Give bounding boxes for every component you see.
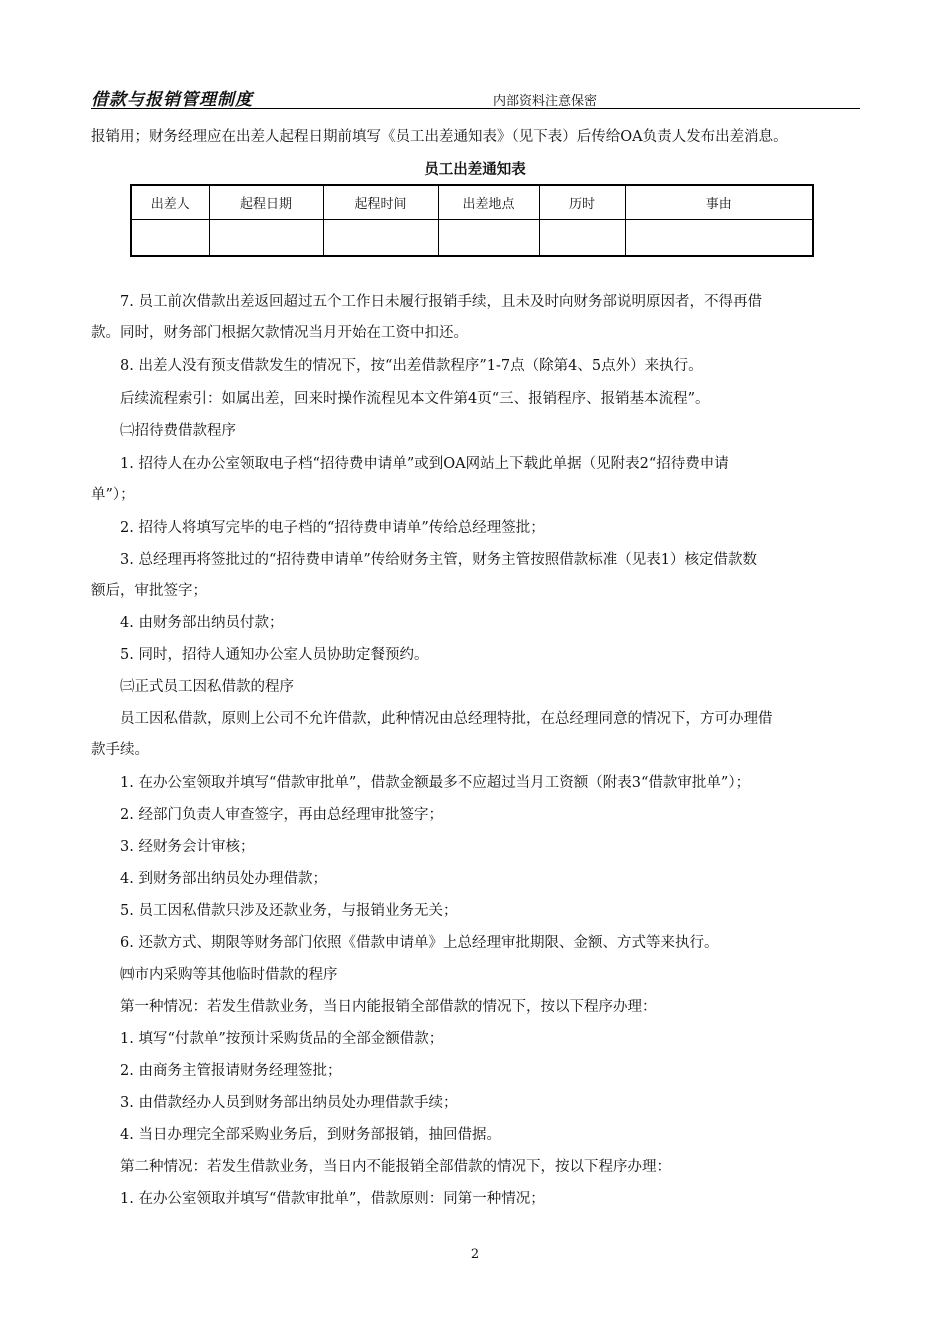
table-header-cell: 起程日期 [209, 185, 323, 220]
paragraph-line: 3. 总经理再将签批过的“招待费申请单”传给财务主管，财务主管按照借款标准（见表1）核定借款数 [120, 552, 757, 568]
table-cell [539, 220, 625, 257]
paragraph-line: 3. 经财务会计审核； [120, 839, 255, 855]
paragraph-line: 员工因私借款，原则上公司不允许借款，此种情况由总经理特批，在总经理同意的情况下，方可办理借 [120, 711, 773, 727]
table-header-cell: 出差人 [131, 185, 209, 220]
paragraph-line: 第一种情况：若发生借款业务，当日内能报销全部借款的情况下，按以下程序办理： [120, 999, 657, 1015]
paragraph-line: 8. 出差人没有预支借款发生的情况下，按“出差借款程序”1-7点（除第4、5点外）来执行。 [120, 358, 703, 374]
page-header [91, 84, 860, 108]
paragraph-line: 2. 经部门负责人审查签字，再由总经理审批签字； [120, 807, 443, 823]
table-title: 员工出差通知表 [424, 162, 526, 178]
table-empty-row [131, 220, 813, 257]
paragraph-line: 7. 员工前次借款出差返回超过五个工作日未履行报销手续，且未及时向财务部说明原因者，不得再借 [120, 294, 762, 310]
paragraph-line: 1. 在办公室领取并填写“借款审批单”，借款原则：同第一种情况； [120, 1191, 545, 1207]
table-cell [209, 220, 323, 257]
paragraph-line: 单”）； [91, 487, 135, 503]
paragraph-line: 第二种情况：若发生借款业务，当日内不能报销全部借款的情况下，按以下程序办理： [120, 1159, 671, 1175]
paragraph-line: 1. 填写“付款单”按预计采购货品的全部金额借款； [120, 1031, 444, 1047]
intro-line: 报销用；财务经理应在出差人起程日期前填写《员工出差通知表》（见下表）后传给OA负责人发布出差消息。 [91, 129, 788, 145]
paragraph-line: 5. 同时，招待人通知办公室人员协助定餐预约。 [120, 647, 429, 663]
paragraph-line: 款手续。 [91, 742, 149, 758]
document-title: 借款与报销管理制度 [91, 90, 253, 110]
page-number: 2 [470, 1247, 480, 1262]
section-heading: ㈢正式员工因私借款的程序 [120, 679, 294, 695]
paragraph-line: 4. 由财务部出纳员付款； [120, 615, 284, 631]
paragraph-line: 6. 还款方式、期限等财务部门依照《借款申请单》上总经理审批期限、金额、方式等来执行。 [120, 935, 719, 951]
table-cell [438, 220, 539, 257]
paragraph-line: 3. 由借款经办人员到财务部出纳员处办理借款手续； [120, 1095, 458, 1111]
table-cell [131, 220, 209, 257]
table-header-cell: 事由 [625, 185, 813, 220]
paragraph-line: 4. 到财务部出纳员处办理借款； [120, 871, 327, 887]
section-heading: ㈡招待费借款程序 [120, 423, 236, 439]
paragraph-line: 4. 当日办理完全部采购业务后，到财务部报销，抽回借据。 [120, 1127, 501, 1143]
paragraph-line: 1. 在办公室领取并填写“借款审批单”，借款金额最多不应超过当月工资额（附表3“借款审批单”）； [120, 775, 751, 791]
table-cell [323, 220, 438, 257]
paragraph-line: 后续流程索引：如属出差，回来时操作流程见本文件第4页“三、报销程序、报销基本流程”。 [120, 391, 710, 407]
header-rule [91, 108, 860, 109]
section-heading: ㈣市内采购等其他临时借款的程序 [120, 967, 338, 983]
table-header-row [131, 185, 813, 220]
trip-notice-table [130, 184, 814, 257]
paragraph-line: 额后，审批签字； [91, 583, 207, 599]
table-header-cell: 起程时间 [323, 185, 438, 220]
paragraph-line: 2. 由商务主管报请财务经理签批； [120, 1063, 342, 1079]
paragraph-line: 款。同时，财务部门根据欠款情况当月开始在工资中扣还。 [91, 325, 468, 341]
confidential-note: 内部资料注意保密 [493, 94, 598, 109]
table-header-cell: 历时 [539, 185, 625, 220]
paragraph-line: 5. 员工因私借款只涉及还款业务，与报销业务无关； [120, 903, 458, 919]
paragraph-line: 1. 招待人在办公室领取电子档“招待费申请单”或到OA网站上下载此单据（见附表2“招待费申请 [120, 456, 729, 472]
paragraph-line: 2. 招待人将填写完毕的电子档的“招待费申请单”传给总经理签批； [120, 520, 545, 536]
table-header-cell: 出差地点 [438, 185, 539, 220]
table-cell [625, 220, 813, 257]
